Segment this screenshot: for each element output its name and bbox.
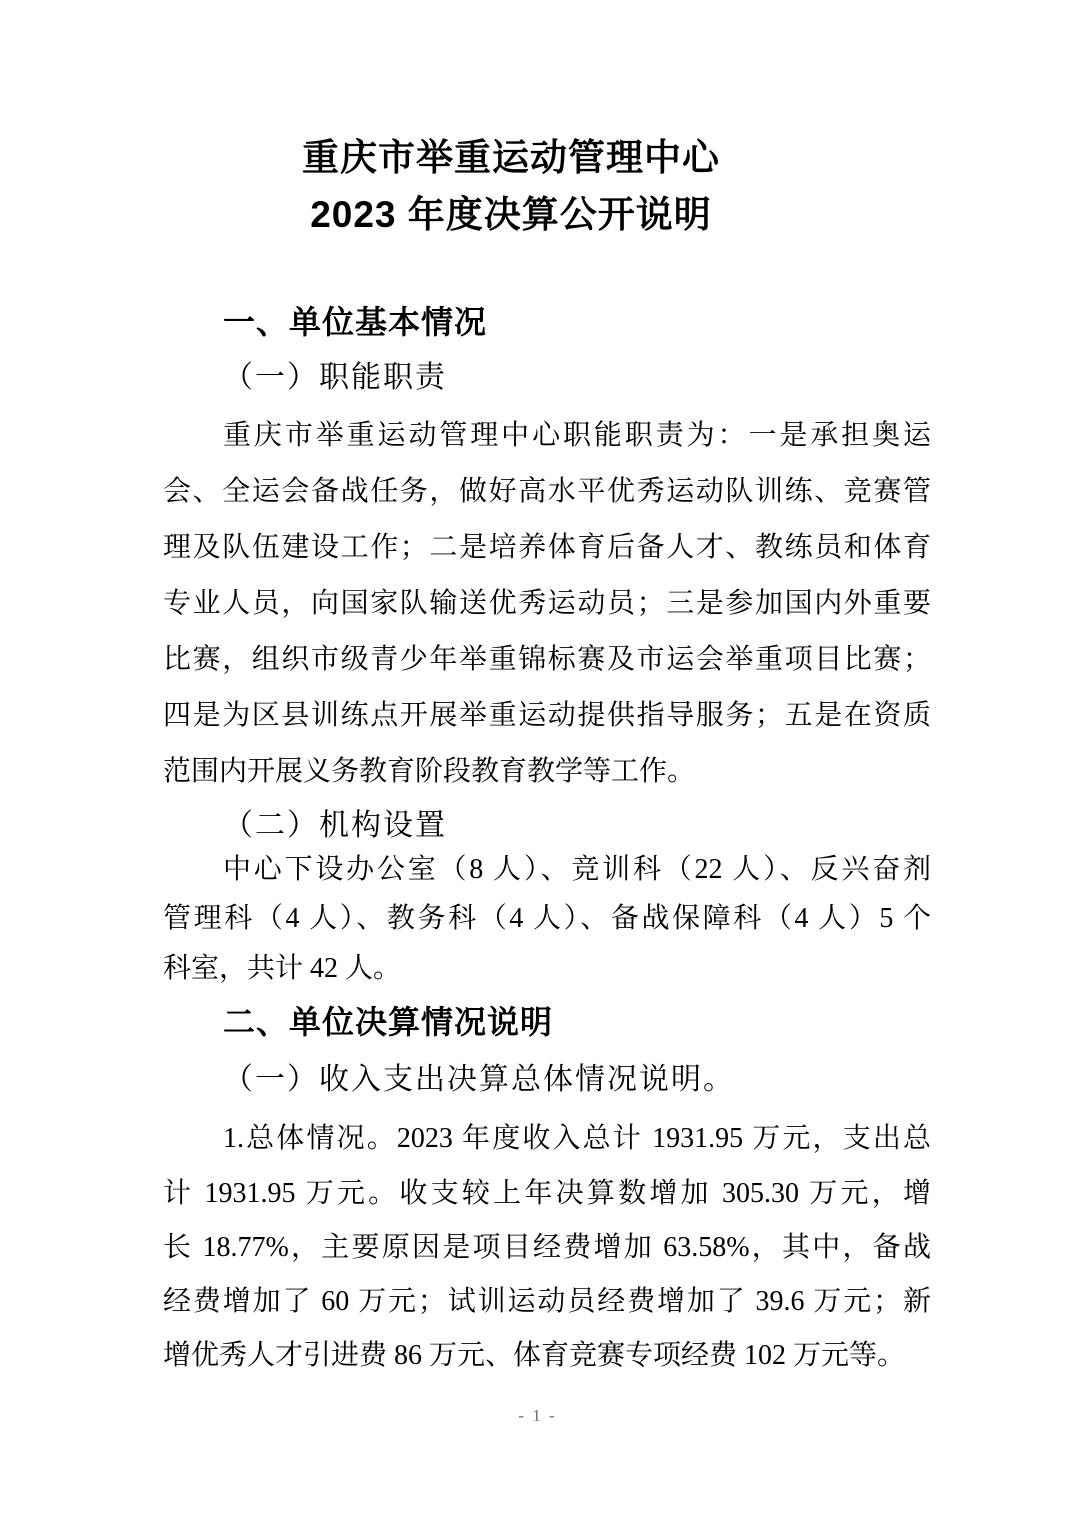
paragraph-line: 范围内开展义务教育阶段教育教学等工作。 bbox=[163, 756, 696, 787]
paragraph-line: 长 18.77%，主要原因是项目经费增加 63.58%，其中，备战 bbox=[163, 1232, 931, 1263]
paragraph-line: 比赛，组织市级青少年举重锦标赛及市运会举重项目比赛； bbox=[163, 644, 931, 675]
paragraph-line: 专业人员，向国家队输送优秀运动员；三是参加国内外重要 bbox=[163, 588, 931, 619]
paragraph-line: 四是为区县训练点开展举重运动提供指导服务；五是在资质 bbox=[163, 700, 931, 731]
paragraph-line: 中心下设办公室（8 人）、竞训科（22 人）、反兴奋剂 bbox=[223, 854, 931, 885]
section1-heading: 一、单位基本情况 bbox=[223, 304, 488, 340]
page-number: - 1 - bbox=[518, 1406, 557, 1425]
paragraph-line: 计 1931.95 万元。收支较上年决算数增加 305.30 万元，增 bbox=[163, 1178, 931, 1209]
paragraph-line: 理及队伍建设工作；二是培养体育后备人才、教练员和体育 bbox=[163, 532, 931, 563]
paragraph-line: 管理科（4 人）、教务科（4 人）、备战保障科（4 人）5 个 bbox=[163, 903, 931, 934]
paragraph-line: 会、全运会备战任务，做好高水平优秀运动队训练、竞赛管 bbox=[163, 476, 931, 507]
document-title-line-2: 2023 年度决算公开说明 bbox=[310, 194, 712, 235]
section1-subheading-2: （二）机构设置 bbox=[223, 809, 447, 842]
paragraph-line: 增优秀人才引进费 86 万元、体育竞赛专项经费 102 万元等。 bbox=[163, 1340, 906, 1371]
paragraph-line: 1.总体情况。2023 年度收入总计 1931.95 万元，支出总 bbox=[223, 1123, 931, 1154]
document-title-line-1: 重庆市举重运动管理中心 bbox=[302, 137, 720, 178]
paragraph-line: 科室，共计 42 人。 bbox=[163, 953, 402, 984]
paragraph-line: 重庆市举重运动管理中心职能职责为：一是承担奥运 bbox=[223, 420, 931, 451]
paragraph-line: 经费增加了 60 万元；试训运动员经费增加了 39.6 万元；新 bbox=[163, 1286, 931, 1317]
section1-subheading-1: （一）职能职责 bbox=[223, 361, 447, 394]
section2-subheading-1: （一）收入支出决算总体情况说明。 bbox=[223, 1063, 735, 1096]
section2-heading: 二、单位决算情况说明 bbox=[223, 1004, 554, 1040]
